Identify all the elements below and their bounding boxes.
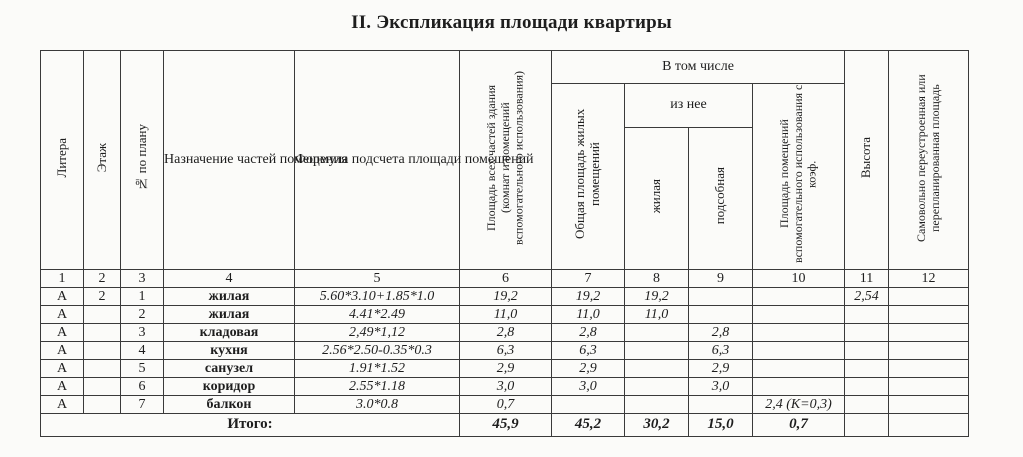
cell-etazh: [84, 360, 121, 378]
header-litera: Литера: [41, 51, 84, 270]
header-naznachenie: Назначение частей помещения: [164, 51, 295, 270]
header-formula: Формула подсчета площади помещений: [295, 51, 460, 270]
column-number: 12: [889, 270, 969, 288]
cell-litera: А: [41, 396, 84, 414]
header-zhilaya: жилая: [625, 127, 689, 270]
cell-vysota: [845, 360, 889, 378]
header-vysota: Высота: [845, 51, 889, 270]
cell-podsobnaya: 3,0: [689, 378, 753, 396]
cell-etazh: [84, 342, 121, 360]
cell-samovolno: [889, 342, 969, 360]
cell-koef: [753, 342, 845, 360]
cell-formula: 4.41*2.49: [295, 306, 460, 324]
cell-obshchaya: 2,8: [552, 324, 625, 342]
cell-koef: [753, 306, 845, 324]
cell-formula: 1.91*1.52: [295, 360, 460, 378]
cell-total: 3,0: [460, 378, 552, 396]
total-label: Итого:: [41, 414, 460, 437]
total-area: 45,9: [460, 414, 552, 437]
cell-zhilaya: [625, 360, 689, 378]
cell-litera: А: [41, 360, 84, 378]
cell-total: 11,0: [460, 306, 552, 324]
total-samovolno: [889, 414, 969, 437]
header-podsobnaya: подсобная: [689, 127, 753, 270]
column-number: 7: [552, 270, 625, 288]
cell-name: коридор: [164, 378, 295, 396]
column-number: 10: [753, 270, 845, 288]
cell-total: 2,8: [460, 324, 552, 342]
header-v-tom-chisle: В том числе: [552, 51, 845, 84]
total-podsobnaya: 15,0: [689, 414, 753, 437]
cell-koef: [753, 324, 845, 342]
cell-vysota: [845, 306, 889, 324]
cell-formula: 2,49*1,12: [295, 324, 460, 342]
header-koef: Площадь помещений вспомогательного использования с коэф.: [753, 84, 845, 270]
cell-no: 2: [121, 306, 164, 324]
cell-name: балкон: [164, 396, 295, 414]
cell-total: 2,9: [460, 360, 552, 378]
cell-no: 1: [121, 288, 164, 306]
cell-koef: 2,4 (К=0,3): [753, 396, 845, 414]
table-row: [41, 306, 969, 324]
cell-formula: 5.60*3.10+1.85*1.0: [295, 288, 460, 306]
column-number: 11: [845, 270, 889, 288]
cell-total: 19,2: [460, 288, 552, 306]
column-number: 3: [121, 270, 164, 288]
cell-podsobnaya: [689, 288, 753, 306]
column-number: 8: [625, 270, 689, 288]
table-row: [41, 396, 969, 414]
column-number: 5: [295, 270, 460, 288]
column-number: 4: [164, 270, 295, 288]
cell-litera: А: [41, 342, 84, 360]
cell-no: 5: [121, 360, 164, 378]
cell-zhilaya: [625, 396, 689, 414]
cell-etazh: [84, 306, 121, 324]
cell-podsobnaya: 6,3: [689, 342, 753, 360]
cell-vysota: [845, 396, 889, 414]
cell-samovolno: [889, 288, 969, 306]
cell-name: кухня: [164, 342, 295, 360]
cell-zhilaya: [625, 378, 689, 396]
cell-podsobnaya: 2,9: [689, 360, 753, 378]
column-number: 1: [41, 270, 84, 288]
cell-litera: А: [41, 324, 84, 342]
header-etazh: Этаж: [84, 51, 121, 270]
column-number: 6: [460, 270, 552, 288]
cell-etazh: 2: [84, 288, 121, 306]
cell-zhilaya: 11,0: [625, 306, 689, 324]
cell-podsobnaya: 2,8: [689, 324, 753, 342]
cell-obshchaya: 2,9: [552, 360, 625, 378]
cell-etazh: [84, 378, 121, 396]
cell-podsobnaya: [689, 306, 753, 324]
cell-no: 6: [121, 378, 164, 396]
header-ploshchad-vsekh: Площадь всех частей здания (комнат и помещений вспомогательного использования): [460, 51, 552, 270]
column-numbers-row: [41, 270, 969, 288]
cell-name: жилая: [164, 288, 295, 306]
total-obshchaya: 45,2: [552, 414, 625, 437]
cell-etazh: [84, 324, 121, 342]
cell-obshchaya: 11,0: [552, 306, 625, 324]
cell-obshchaya: 3,0: [552, 378, 625, 396]
cell-podsobnaya: [689, 396, 753, 414]
document-title: II. Экспликация площади квартиры: [351, 12, 672, 33]
cell-samovolno: [889, 378, 969, 396]
cell-no: 4: [121, 342, 164, 360]
cell-vysota: [845, 378, 889, 396]
header-po-planu: № по плану: [121, 51, 164, 270]
table-row: [41, 324, 969, 342]
total-koef: 0,7: [753, 414, 845, 437]
cell-vysota: 2,54: [845, 288, 889, 306]
cell-name: санузел: [164, 360, 295, 378]
cell-zhilaya: [625, 324, 689, 342]
cell-samovolno: [889, 324, 969, 342]
cell-koef: [753, 378, 845, 396]
cell-etazh: [84, 396, 121, 414]
cell-no: 3: [121, 324, 164, 342]
cell-name: жилая: [164, 306, 295, 324]
cell-koef: [753, 360, 845, 378]
cell-litera: А: [41, 288, 84, 306]
cell-zhilaya: 19,2: [625, 288, 689, 306]
cell-vysota: [845, 342, 889, 360]
header-samovolno: Самовольно переустроенная или перепланированная площадь: [889, 51, 969, 270]
explication-table: [40, 50, 969, 437]
table-row: [41, 360, 969, 378]
cell-obshchaya: [552, 396, 625, 414]
header-obshchaya: Общая площадь жилых помещений: [552, 84, 625, 270]
cell-total: 0,7: [460, 396, 552, 414]
cell-formula: 3.0*0.8: [295, 396, 460, 414]
cell-samovolno: [889, 306, 969, 324]
total-zhilaya: 30,2: [625, 414, 689, 437]
cell-no: 7: [121, 396, 164, 414]
table-row: [41, 288, 969, 306]
total-vysota: [845, 414, 889, 437]
cell-obshchaya: 6,3: [552, 342, 625, 360]
header-iz-nee: из нее: [625, 84, 753, 128]
cell-total: 6,3: [460, 342, 552, 360]
cell-litera: А: [41, 306, 84, 324]
cell-litera: А: [41, 378, 84, 396]
column-number: 9: [689, 270, 753, 288]
cell-zhilaya: [625, 342, 689, 360]
table-row: [41, 342, 969, 360]
cell-name: кладовая: [164, 324, 295, 342]
total-row: [41, 414, 969, 437]
table-row: [41, 378, 969, 396]
cell-formula: 2.55*1.18: [295, 378, 460, 396]
cell-formula: 2.56*2.50-0.35*0.3: [295, 342, 460, 360]
cell-samovolno: [889, 360, 969, 378]
cell-obshchaya: 19,2: [552, 288, 625, 306]
cell-vysota: [845, 324, 889, 342]
cell-samovolno: [889, 396, 969, 414]
column-number: 2: [84, 270, 121, 288]
cell-koef: [753, 288, 845, 306]
